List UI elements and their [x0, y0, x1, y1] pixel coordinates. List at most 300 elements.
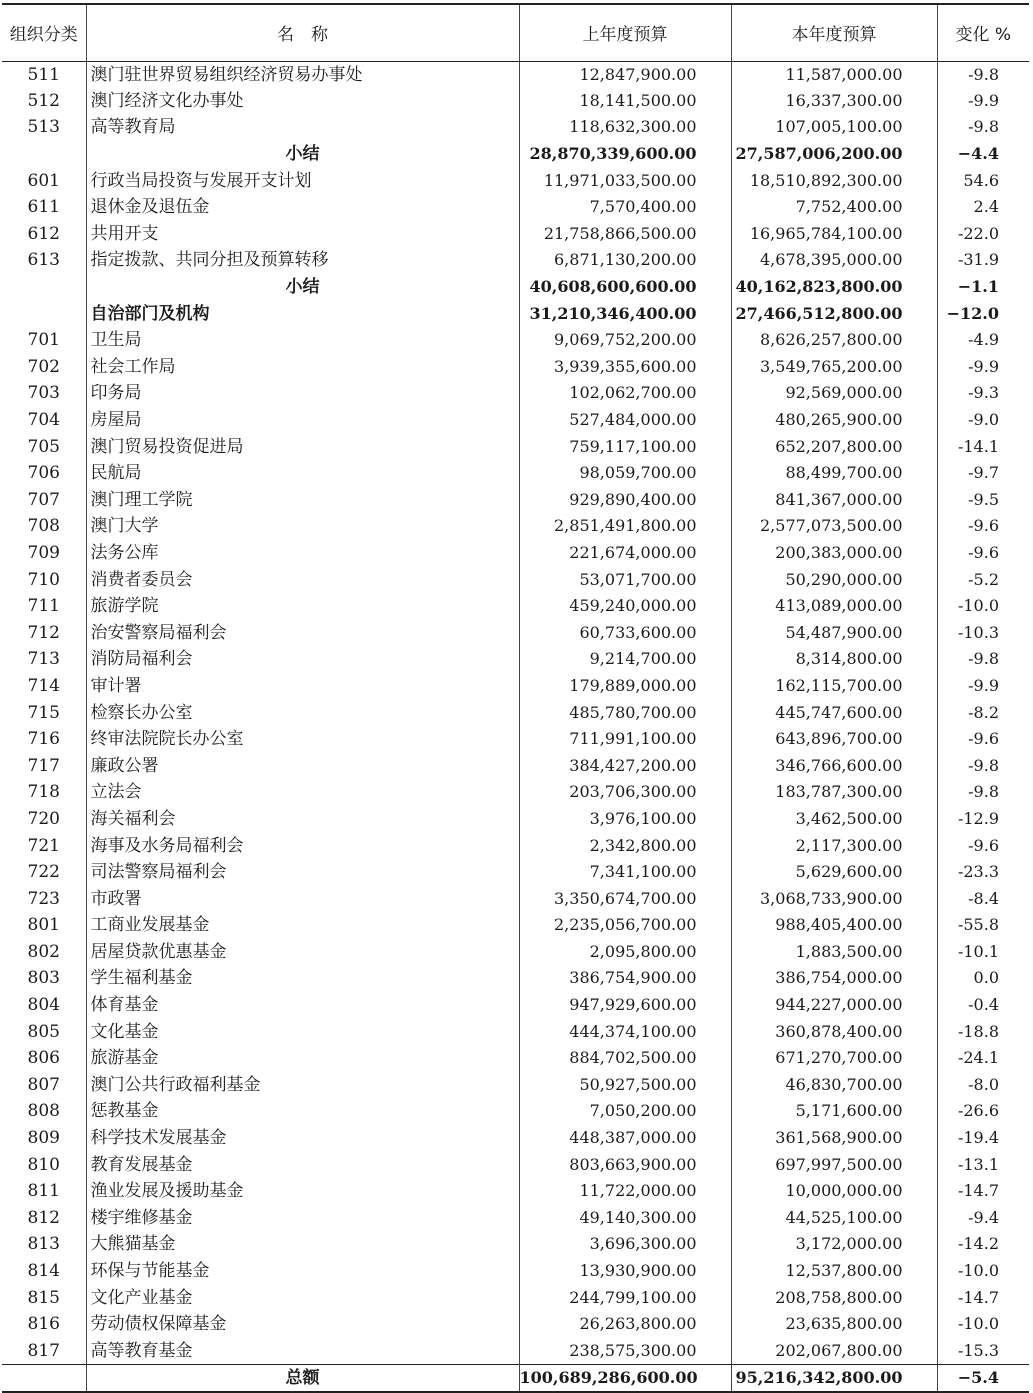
- row-code: 511: [27, 64, 60, 85]
- table-row: [2, 965, 1029, 992]
- row-curr-budget: 360,878,400.00: [731, 1018, 937, 1045]
- row-prev-budget: 203,706,300.00: [519, 779, 731, 806]
- row-prev-budget: 18,141,500.00: [519, 88, 731, 115]
- table-row: [2, 1258, 1029, 1285]
- row-code: 804: [27, 995, 60, 1016]
- row-name: 小结: [86, 274, 519, 301]
- row-name: 高等教育基金: [86, 1338, 519, 1365]
- row-name: 小结: [86, 141, 519, 168]
- row-code: 809: [27, 1128, 60, 1149]
- subtotal-row: [2, 274, 1029, 301]
- row-curr-budget: 3,462,500.00: [731, 806, 937, 833]
- row-curr-budget: 54,487,900.00: [731, 619, 937, 646]
- row-curr-budget: 671,270,700.00: [731, 1045, 937, 1072]
- row-prev-budget: 221,674,000.00: [519, 540, 731, 567]
- row-name: 楼宇维修基金: [86, 1205, 519, 1232]
- row-code: [2, 300, 86, 327]
- row-curr-budget: 10,000,000.00: [731, 1178, 937, 1205]
- row-name: 检察长办公室: [86, 699, 519, 726]
- row-change: 2.4: [937, 194, 1029, 221]
- row-prev-budget: 884,702,500.00: [519, 1045, 731, 1072]
- row-change: -8.4: [937, 885, 1029, 912]
- row-prev-budget: 12,847,900.00: [519, 61, 731, 88]
- table-row: [2, 540, 1029, 567]
- row-change: -8.2: [937, 699, 1029, 726]
- row-curr-budget: 944,227,000.00: [731, 992, 937, 1019]
- table-row: [2, 1125, 1029, 1152]
- row-prev-budget: 6,871,130,200.00: [519, 247, 731, 274]
- row-change: -9.9: [937, 673, 1029, 700]
- row-code: 721: [27, 835, 60, 856]
- table-row: [2, 619, 1029, 646]
- row-curr-budget: 5,171,600.00: [731, 1098, 937, 1125]
- row-name: 海事及水务局福利会: [86, 832, 519, 859]
- row-name: 科学技术发展基金: [86, 1125, 519, 1152]
- row-curr-budget: 107,005,100.00: [731, 114, 937, 141]
- row-name: 澳门理工学院: [86, 487, 519, 514]
- row-name: 渔业发展及援助基金: [86, 1178, 519, 1205]
- row-code: 817: [27, 1340, 60, 1361]
- row-code: 723: [27, 888, 60, 909]
- table-row: [2, 194, 1029, 221]
- row-name: 廉政公署: [86, 752, 519, 779]
- row-curr-budget: 3,172,000.00: [731, 1231, 937, 1258]
- total-row: [2, 1364, 1029, 1392]
- row-change: -10.3: [937, 619, 1029, 646]
- row-curr-budget: 3,549,765,200.00: [731, 354, 937, 381]
- row-curr-budget: 386,754,000.00: [731, 965, 937, 992]
- row-code: 702: [27, 356, 60, 377]
- row-code: 718: [27, 782, 60, 803]
- row-change: -9.9: [937, 88, 1029, 115]
- row-prev-budget: 7,050,200.00: [519, 1098, 731, 1125]
- row-change: -15.3: [937, 1338, 1029, 1365]
- row-change: -5.2: [937, 566, 1029, 593]
- row-code: 710: [27, 569, 60, 590]
- row-prev-budget: 444,374,100.00: [519, 1018, 731, 1045]
- row-code: 810: [27, 1154, 60, 1175]
- row-code: [2, 274, 86, 301]
- row-change: 0.0: [937, 965, 1029, 992]
- row-code: [2, 141, 86, 168]
- row-curr-budget: 643,896,700.00: [731, 726, 937, 753]
- row-prev-budget: 100,689,286,600.00: [519, 1364, 731, 1392]
- row-curr-budget: 11,587,000.00: [731, 61, 937, 88]
- row-prev-budget: 238,575,300.00: [519, 1338, 731, 1365]
- row-name: 澳门大学: [86, 513, 519, 540]
- table-row: [2, 779, 1029, 806]
- row-curr-budget: 40,162,823,800.00: [731, 274, 937, 301]
- row-name: 总额: [86, 1364, 519, 1392]
- row-name: 海关福利会: [86, 806, 519, 833]
- table-row: [2, 1338, 1029, 1365]
- row-prev-budget: 384,427,200.00: [519, 752, 731, 779]
- row-change: -9.9: [937, 354, 1029, 381]
- row-code: 513: [27, 117, 60, 138]
- row-change: −5.4: [937, 1364, 1029, 1392]
- row-prev-budget: 759,117,100.00: [519, 433, 731, 460]
- row-curr-budget: 445,747,600.00: [731, 699, 937, 726]
- row-change: -4.9: [937, 327, 1029, 354]
- row-change: −1.1: [937, 274, 1029, 301]
- table-row: [2, 1045, 1029, 1072]
- row-curr-budget: 346,766,600.00: [731, 752, 937, 779]
- row-name: 澳门公共行政福利基金: [86, 1072, 519, 1099]
- row-code: 802: [27, 941, 60, 962]
- row-name: 消费者委员会: [86, 566, 519, 593]
- row-curr-budget: 2,577,073,500.00: [731, 513, 937, 540]
- header-row: [2, 4, 1029, 61]
- row-curr-budget: 7,752,400.00: [731, 194, 937, 221]
- table-row: [2, 1098, 1029, 1125]
- row-change: −4.4: [937, 141, 1029, 168]
- table-row: [2, 1231, 1029, 1258]
- row-code: 714: [27, 675, 60, 696]
- row-change: -12.9: [937, 806, 1029, 833]
- row-prev-budget: 118,632,300.00: [519, 114, 731, 141]
- row-prev-budget: 803,663,900.00: [519, 1151, 731, 1178]
- row-curr-budget: 27,466,512,800.00: [731, 300, 937, 327]
- table-row: [2, 566, 1029, 593]
- budget-table: [2, 3, 1029, 1393]
- row-prev-budget: 947,929,600.00: [519, 992, 731, 1019]
- row-code: 706: [27, 463, 60, 484]
- row-prev-budget: 98,059,700.00: [519, 460, 731, 487]
- table-row: [2, 752, 1029, 779]
- table-row: [2, 832, 1029, 859]
- row-name: 体育基金: [86, 992, 519, 1019]
- row-prev-budget: 53,071,700.00: [519, 566, 731, 593]
- row-name: 工商业发展基金: [86, 912, 519, 939]
- row-curr-budget: 1,883,500.00: [731, 939, 937, 966]
- row-prev-budget: 26,263,800.00: [519, 1311, 731, 1338]
- row-curr-budget: 95,216,342,800.00: [731, 1364, 937, 1392]
- row-name: 旅游学院: [86, 593, 519, 620]
- row-prev-budget: 2,235,056,700.00: [519, 912, 731, 939]
- row-change: -14.2: [937, 1231, 1029, 1258]
- row-prev-budget: 3,696,300.00: [519, 1231, 731, 1258]
- row-change: -10.1: [937, 939, 1029, 966]
- table-row: [2, 939, 1029, 966]
- row-change: -22.0: [937, 221, 1029, 248]
- row-prev-budget: 11,971,033,500.00: [519, 167, 731, 194]
- row-prev-budget: 179,889,000.00: [519, 673, 731, 700]
- row-curr-budget: 18,510,892,300.00: [731, 167, 937, 194]
- table-row: [2, 487, 1029, 514]
- row-change: -10.0: [937, 1311, 1029, 1338]
- table-row: [2, 885, 1029, 912]
- row-prev-budget: 7,341,100.00: [519, 859, 731, 886]
- row-code: 722: [27, 862, 60, 883]
- row-code: 704: [27, 410, 60, 431]
- table-row: [2, 327, 1029, 354]
- row-name: 行政当局投资与发展开支计划: [86, 167, 519, 194]
- header-curr-budget: 本年度预算: [731, 4, 937, 61]
- row-curr-budget: 361,568,900.00: [731, 1125, 937, 1152]
- table-row: [2, 726, 1029, 753]
- row-code: 512: [27, 90, 60, 111]
- row-name: 印务局: [86, 380, 519, 407]
- row-code: 712: [27, 622, 60, 643]
- row-name: 环保与节能基金: [86, 1258, 519, 1285]
- row-curr-budget: 8,314,800.00: [731, 646, 937, 673]
- row-curr-budget: 697,997,500.00: [731, 1151, 937, 1178]
- row-curr-budget: 202,067,800.00: [731, 1338, 937, 1365]
- row-name: 审计署: [86, 673, 519, 700]
- row-curr-budget: 480,265,900.00: [731, 407, 937, 434]
- row-curr-budget: 988,405,400.00: [731, 912, 937, 939]
- row-code: 805: [27, 1021, 60, 1042]
- row-change: -9.6: [937, 832, 1029, 859]
- row-change: -9.3: [937, 380, 1029, 407]
- row-prev-budget: 9,069,752,200.00: [519, 327, 731, 354]
- row-curr-budget: 23,635,800.00: [731, 1311, 937, 1338]
- row-prev-budget: 9,214,700.00: [519, 646, 731, 673]
- row-prev-budget: 13,930,900.00: [519, 1258, 731, 1285]
- row-name: 终审法院院长办公室: [86, 726, 519, 753]
- table-row: [2, 88, 1029, 115]
- row-name: 澳门驻世界贸易组织经济贸易办事处: [86, 61, 519, 88]
- row-curr-budget: 8,626,257,800.00: [731, 327, 937, 354]
- table-body: [2, 61, 1029, 1392]
- row-change: -9.8: [937, 752, 1029, 779]
- row-change: -24.1: [937, 1045, 1029, 1072]
- row-change: -9.0: [937, 407, 1029, 434]
- row-curr-budget: 88,499,700.00: [731, 460, 937, 487]
- row-name: 共用开支: [86, 221, 519, 248]
- row-change: -18.8: [937, 1018, 1029, 1045]
- row-change: -26.6: [937, 1098, 1029, 1125]
- row-name: 法务公库: [86, 540, 519, 567]
- row-code: 716: [27, 729, 60, 750]
- table-row: [2, 513, 1029, 540]
- row-prev-budget: 2,851,491,800.00: [519, 513, 731, 540]
- row-prev-budget: 49,140,300.00: [519, 1205, 731, 1232]
- row-code: 720: [27, 808, 60, 829]
- row-code: 806: [27, 1048, 60, 1069]
- row-code: 816: [27, 1314, 60, 1335]
- row-curr-budget: 652,207,800.00: [731, 433, 937, 460]
- table-row: [2, 1284, 1029, 1311]
- table-row: [2, 407, 1029, 434]
- row-prev-budget: 21,758,866,500.00: [519, 221, 731, 248]
- row-code: [2, 1364, 86, 1392]
- row-change: -9.8: [937, 779, 1029, 806]
- table-row: [2, 992, 1029, 1019]
- table-row: [2, 114, 1029, 141]
- table-row: [2, 433, 1029, 460]
- row-name: 房屋局: [86, 407, 519, 434]
- row-name: 澳门经济文化办事处: [86, 88, 519, 115]
- row-curr-budget: 16,965,784,100.00: [731, 221, 937, 248]
- row-prev-budget: 527,484,000.00: [519, 407, 731, 434]
- row-change: -9.4: [937, 1205, 1029, 1232]
- table-row: [2, 1151, 1029, 1178]
- section-row: [2, 300, 1029, 327]
- row-code: 801: [27, 915, 60, 936]
- row-change: -23.3: [937, 859, 1029, 886]
- row-curr-budget: 200,383,000.00: [731, 540, 937, 567]
- row-code: 713: [27, 649, 60, 670]
- row-code: 807: [27, 1074, 60, 1095]
- table-row: [2, 1311, 1029, 1338]
- row-code: 803: [27, 968, 60, 989]
- row-curr-budget: 162,115,700.00: [731, 673, 937, 700]
- table-row: [2, 1072, 1029, 1099]
- row-change: -31.9: [937, 247, 1029, 274]
- row-prev-budget: 2,095,800.00: [519, 939, 731, 966]
- row-change: −12.0: [937, 300, 1029, 327]
- row-curr-budget: 50,290,000.00: [731, 566, 937, 593]
- table-row: [2, 859, 1029, 886]
- row-change: 54.6: [937, 167, 1029, 194]
- row-code: 708: [27, 516, 60, 537]
- row-prev-budget: 459,240,000.00: [519, 593, 731, 620]
- row-code: 613: [27, 250, 60, 271]
- row-change: -9.8: [937, 114, 1029, 141]
- row-name: 卫生局: [86, 327, 519, 354]
- row-name: 学生福利基金: [86, 965, 519, 992]
- table-row: [2, 460, 1029, 487]
- row-curr-budget: 44,525,100.00: [731, 1205, 937, 1232]
- table-row: [2, 1205, 1029, 1232]
- row-name: 文化基金: [86, 1018, 519, 1045]
- row-curr-budget: 46,830,700.00: [731, 1072, 937, 1099]
- row-prev-budget: 448,387,000.00: [519, 1125, 731, 1152]
- row-change: -19.4: [937, 1125, 1029, 1152]
- row-name: 退休金及退伍金: [86, 194, 519, 221]
- header-change: 变化 %: [937, 4, 1029, 61]
- row-curr-budget: 208,758,800.00: [731, 1284, 937, 1311]
- row-name: 民航局: [86, 460, 519, 487]
- row-code: 709: [27, 542, 60, 563]
- row-prev-budget: 485,780,700.00: [519, 699, 731, 726]
- row-name: 文化产业基金: [86, 1284, 519, 1311]
- row-name: 居屋贷款优惠基金: [86, 939, 519, 966]
- row-code: 611: [27, 197, 60, 218]
- row-change: -9.6: [937, 513, 1029, 540]
- row-change: -9.8: [937, 61, 1029, 88]
- row-curr-budget: 5,629,600.00: [731, 859, 937, 886]
- row-prev-budget: 28,870,339,600.00: [519, 141, 731, 168]
- row-prev-budget: 386,754,900.00: [519, 965, 731, 992]
- row-curr-budget: 413,089,000.00: [731, 593, 937, 620]
- table-row: [2, 912, 1029, 939]
- row-curr-budget: 4,678,395,000.00: [731, 247, 937, 274]
- row-code: 815: [27, 1287, 60, 1308]
- row-name: 社会工作局: [86, 354, 519, 381]
- table-row: [2, 380, 1029, 407]
- row-curr-budget: 16,337,300.00: [731, 88, 937, 115]
- row-change: -14.7: [937, 1178, 1029, 1205]
- row-prev-budget: 50,927,500.00: [519, 1072, 731, 1099]
- table-row: [2, 1018, 1029, 1045]
- row-name: 澳门贸易投资促进局: [86, 433, 519, 460]
- row-curr-budget: 183,787,300.00: [731, 779, 937, 806]
- row-code: 808: [27, 1101, 60, 1122]
- row-change: -9.7: [937, 460, 1029, 487]
- subtotal-row: [2, 141, 1029, 168]
- row-code: 612: [27, 223, 60, 244]
- row-prev-budget: 244,799,100.00: [519, 1284, 731, 1311]
- row-curr-budget: 12,537,800.00: [731, 1258, 937, 1285]
- row-code: 717: [27, 755, 60, 776]
- row-code: 813: [27, 1234, 60, 1255]
- header-prev-budget: 上年度预算: [519, 4, 731, 61]
- row-prev-budget: 102,062,700.00: [519, 380, 731, 407]
- header-code: 组织分类: [2, 4, 86, 61]
- row-name: 大熊猫基金: [86, 1231, 519, 1258]
- table-row: [2, 646, 1029, 673]
- row-change: -9.6: [937, 540, 1029, 567]
- row-prev-budget: 3,976,100.00: [519, 806, 731, 833]
- row-change: -9.5: [937, 487, 1029, 514]
- row-change: -14.7: [937, 1284, 1029, 1311]
- row-code: 705: [27, 436, 60, 457]
- row-name: 市政署: [86, 885, 519, 912]
- row-name: 劳动债权保障基金: [86, 1311, 519, 1338]
- table-row: [2, 699, 1029, 726]
- row-code: 814: [27, 1261, 60, 1282]
- row-curr-budget: 92,569,000.00: [731, 380, 937, 407]
- row-change: -0.4: [937, 992, 1029, 1019]
- row-change: -10.0: [937, 1258, 1029, 1285]
- row-change: -55.8: [937, 912, 1029, 939]
- row-change: -14.1: [937, 433, 1029, 460]
- row-name: 立法会: [86, 779, 519, 806]
- row-prev-budget: 929,890,400.00: [519, 487, 731, 514]
- table-row: [2, 247, 1029, 274]
- row-code: 707: [27, 489, 60, 510]
- row-curr-budget: 841,367,000.00: [731, 487, 937, 514]
- table-row: [2, 167, 1029, 194]
- row-code: 812: [27, 1207, 60, 1228]
- row-prev-budget: 31,210,346,400.00: [519, 300, 731, 327]
- table-row: [2, 354, 1029, 381]
- row-code: 811: [27, 1181, 60, 1202]
- table-row: [2, 593, 1029, 620]
- row-name: 治安警察局福利会: [86, 619, 519, 646]
- row-code: 711: [27, 596, 60, 617]
- row-prev-budget: 40,608,600,600.00: [519, 274, 731, 301]
- row-change: -9.8: [937, 646, 1029, 673]
- row-name: 司法警察局福利会: [86, 859, 519, 886]
- row-prev-budget: 2,342,800.00: [519, 832, 731, 859]
- row-code: 715: [27, 702, 60, 723]
- row-prev-budget: 11,722,000.00: [519, 1178, 731, 1205]
- row-code: 601: [27, 170, 60, 191]
- row-prev-budget: 3,939,355,600.00: [519, 354, 731, 381]
- row-prev-budget: 60,733,600.00: [519, 619, 731, 646]
- table-row: [2, 1178, 1029, 1205]
- row-prev-budget: 3,350,674,700.00: [519, 885, 731, 912]
- row-prev-budget: 7,570,400.00: [519, 194, 731, 221]
- row-prev-budget: 711,991,100.00: [519, 726, 731, 753]
- row-change: -13.1: [937, 1151, 1029, 1178]
- row-change: -10.0: [937, 593, 1029, 620]
- row-name: 自治部门及机构: [86, 300, 519, 327]
- row-name: 旅游基金: [86, 1045, 519, 1072]
- row-change: -8.0: [937, 1072, 1029, 1099]
- row-curr-budget: 3,068,733,900.00: [731, 885, 937, 912]
- row-name: 高等教育局: [86, 114, 519, 141]
- row-name: 消防局福利会: [86, 646, 519, 673]
- table-row: [2, 806, 1029, 833]
- row-name: 教育发展基金: [86, 1151, 519, 1178]
- header-name: 名 称: [86, 4, 519, 61]
- table-row: [2, 221, 1029, 248]
- row-curr-budget: 2,117,300.00: [731, 832, 937, 859]
